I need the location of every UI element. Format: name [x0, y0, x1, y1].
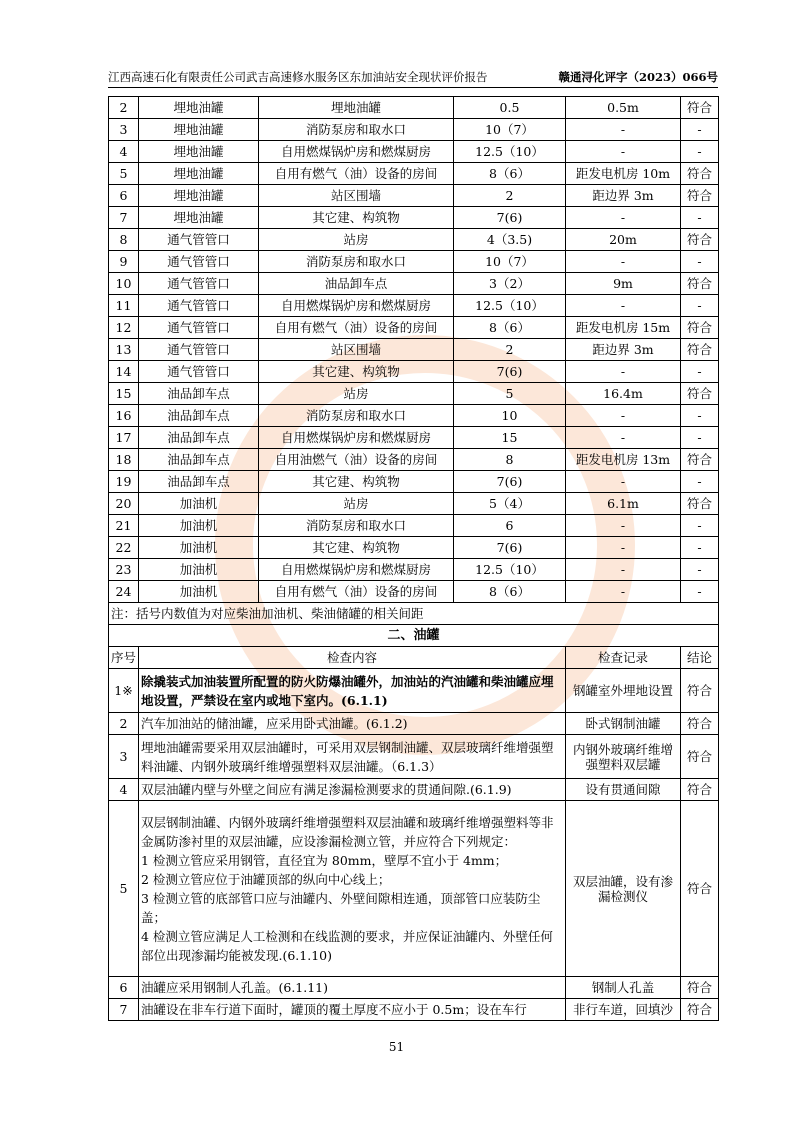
item-b: 自用燃煤锅炉房和燃煤厨房	[259, 427, 454, 449]
item-a: 油品卸车点	[139, 405, 259, 427]
check-content-line: 4 检测立管应满足人工检测和在线监测的要求，并应保证油罐内、外壁任何部位出现渗漏均能被发现.(6.1.10)	[141, 928, 553, 963]
check-content: 汽车加油站的储油罐，应采用卧式油罐。(6.1.2)	[139, 713, 566, 735]
actual-distance: -	[566, 515, 681, 537]
check-number: 4	[109, 779, 139, 801]
row-number: 10	[109, 273, 139, 295]
check-result: 符合	[681, 713, 719, 735]
table-row	[109, 251, 719, 273]
check-content	[139, 801, 566, 977]
item-b: 消防泵房和取水口	[259, 119, 454, 141]
result: -	[681, 207, 719, 229]
row-number: 11	[109, 295, 139, 317]
item-a: 加油机	[139, 537, 259, 559]
result: 符合	[681, 383, 719, 405]
item-a: 加油机	[139, 581, 259, 603]
actual-distance: 距发电机房 13m	[566, 449, 681, 471]
item-a: 埋地油罐	[139, 207, 259, 229]
actual-distance: 20m	[566, 229, 681, 251]
actual-distance: 9m	[566, 273, 681, 295]
check-result: 符合	[681, 977, 719, 999]
result: -	[681, 361, 719, 383]
standard-distance: 7(6)	[454, 537, 566, 559]
standard-distance: 15	[454, 427, 566, 449]
row-number: 21	[109, 515, 139, 537]
standard-distance: 3（2）	[454, 273, 566, 295]
item-a: 油品卸车点	[139, 427, 259, 449]
check-number: 6	[109, 977, 139, 999]
result: 符合	[681, 317, 719, 339]
check-number: 5	[109, 801, 139, 977]
row-number: 6	[109, 185, 139, 207]
result: -	[681, 559, 719, 581]
row-number: 17	[109, 427, 139, 449]
table-row	[109, 119, 719, 141]
result: 符合	[681, 185, 719, 207]
check-number: 2	[109, 713, 139, 735]
check-number: 3	[109, 735, 139, 779]
row-number: 8	[109, 229, 139, 251]
item-b: 其它建、构筑物	[259, 361, 454, 383]
standard-distance: 4（3.5)	[454, 229, 566, 251]
item-a: 埋地油罐	[139, 97, 259, 119]
standard-distance: 10（7）	[454, 119, 566, 141]
row-number: 16	[109, 405, 139, 427]
standard-distance: 8（6）	[454, 581, 566, 603]
actual-distance: -	[566, 581, 681, 603]
check-result: 符合	[681, 999, 719, 1021]
actual-distance: -	[566, 427, 681, 449]
result: -	[681, 141, 719, 163]
check-rows	[109, 669, 719, 1021]
item-a: 通气管管口	[139, 229, 259, 251]
table-row	[109, 97, 719, 119]
table-row	[109, 317, 719, 339]
standard-distance: 12.5（10）	[454, 141, 566, 163]
row-number: 12	[109, 317, 139, 339]
table-row	[109, 537, 719, 559]
check-record: 设有贯通间隙	[566, 779, 681, 801]
item-b: 站区围墙	[259, 185, 454, 207]
table-row	[109, 515, 719, 537]
table-row	[109, 185, 719, 207]
row-number: 9	[109, 251, 139, 273]
page-header	[108, 69, 718, 88]
actual-distance: 16.4m	[566, 383, 681, 405]
item-b: 站房	[259, 229, 454, 251]
standard-distance: 5（4）	[454, 493, 566, 515]
item-a: 油品卸车点	[139, 383, 259, 405]
item-a: 埋地油罐	[139, 185, 259, 207]
table-row	[109, 295, 719, 317]
col-header-result: 结论	[681, 647, 719, 669]
standard-distance: 2	[454, 185, 566, 207]
item-a: 埋地油罐	[139, 141, 259, 163]
result: -	[681, 427, 719, 449]
row-number: 18	[109, 449, 139, 471]
actual-distance: -	[566, 207, 681, 229]
item-a: 埋地油罐	[139, 163, 259, 185]
result: 符合	[681, 339, 719, 361]
item-a: 加油机	[139, 515, 259, 537]
row-number: 13	[109, 339, 139, 361]
actual-distance: 6.1m	[566, 493, 681, 515]
actual-distance: 0.5m	[566, 97, 681, 119]
table-row	[109, 801, 719, 977]
table-row	[109, 229, 719, 251]
item-b: 自用燃煤锅炉房和燃煤厨房	[259, 295, 454, 317]
table-row	[109, 273, 719, 295]
row-number: 4	[109, 141, 139, 163]
actual-distance: -	[566, 295, 681, 317]
actual-distance: -	[566, 119, 681, 141]
row-number: 3	[109, 119, 139, 141]
table-row	[109, 581, 719, 603]
item-b: 站区围墙	[259, 339, 454, 361]
check-record: 钢罐室外埋地设置	[566, 669, 681, 713]
distance-rows	[109, 97, 719, 603]
check-record: 双层油罐，设有渗漏检测仪	[566, 801, 681, 977]
check-record: 非行车道，回填沙	[566, 999, 681, 1021]
table-row	[109, 405, 719, 427]
row-number: 20	[109, 493, 139, 515]
check-number: 1※	[109, 669, 139, 713]
item-a: 通气管管口	[139, 273, 259, 295]
table-row	[109, 471, 719, 493]
item-a: 加油机	[139, 493, 259, 515]
result: 符合	[681, 97, 719, 119]
actual-distance: 距边界 3m	[566, 339, 681, 361]
result: 符合	[681, 273, 719, 295]
result: 符合	[681, 493, 719, 515]
standard-distance: 6	[454, 515, 566, 537]
check-record: 钢制人孔盖	[566, 977, 681, 999]
table-row	[109, 207, 719, 229]
item-a: 埋地油罐	[139, 119, 259, 141]
standard-distance: 7(6)	[454, 207, 566, 229]
col-header-content: 检查内容	[139, 647, 566, 669]
item-a: 通气管管口	[139, 317, 259, 339]
item-a: 通气管管口	[139, 361, 259, 383]
check-content: 油罐应采用钢制人孔盖。(6.1.11)	[139, 977, 566, 999]
page-number: 51	[388, 1040, 405, 1054]
item-a: 通气管管口	[139, 251, 259, 273]
check-content-line: 3 检测立管的底部管口应与油罐内、外壁间隙相连通，顶部管口应装防尘盖；	[141, 890, 541, 925]
row-number: 7	[109, 207, 139, 229]
check-record: 内钢外玻璃纤维增强塑料双层罐	[566, 735, 681, 779]
standard-distance: 12.5（10）	[454, 295, 566, 317]
standard-distance: 10（7）	[454, 251, 566, 273]
item-b: 自用油燃气（油）设备的房间	[259, 449, 454, 471]
row-number: 2	[109, 97, 139, 119]
table-row	[109, 141, 719, 163]
actual-distance: -	[566, 537, 681, 559]
result: -	[681, 119, 719, 141]
check-content-line: 1 检测立管应采用钢管，直径宜为 80mm，壁厚不宜小于 4mm；	[141, 852, 508, 868]
actual-distance: 距边界 3m	[566, 185, 681, 207]
row-number: 14	[109, 361, 139, 383]
col-header-record: 检查记录	[566, 647, 681, 669]
check-record: 卧式钢制油罐	[566, 713, 681, 735]
item-b: 自用有燃气（油）设备的房间	[259, 581, 454, 603]
item-a: 油品卸车点	[139, 449, 259, 471]
standard-distance: 7(6)	[454, 471, 566, 493]
result: -	[681, 405, 719, 427]
table-row	[109, 427, 719, 449]
row-number: 22	[109, 537, 139, 559]
item-b: 自用燃煤锅炉房和燃煤厨房	[259, 141, 454, 163]
result: -	[681, 251, 719, 273]
header-title: 江西高速石化有限责任公司武吉高速修水服务区东加油站安全现状评价报告	[108, 70, 488, 84]
check-content-line: 双层钢制油罐、内钢外玻璃纤维增强塑料双层油罐和玻璃纤维增强塑料等非金属防渗衬里的双层油罐，应设渗漏检测立管，并应符合下列规定：	[141, 814, 554, 849]
result: -	[681, 581, 719, 603]
table-row	[109, 493, 719, 515]
check-result: 符合	[681, 779, 719, 801]
actual-distance: -	[566, 141, 681, 163]
actual-distance: 距发电机房 15m	[566, 317, 681, 339]
standard-distance: 7(6)	[454, 361, 566, 383]
actual-distance: -	[566, 471, 681, 493]
item-b: 自用有燃气（油）设备的房间	[259, 317, 454, 339]
table-row	[109, 339, 719, 361]
actual-distance: -	[566, 559, 681, 581]
item-a: 通气管管口	[139, 295, 259, 317]
check-content-line: 2 检测立管应位于油罐顶部的纵向中心线上；	[141, 871, 391, 887]
check-content: 双层油罐内壁与外壁之间应有满足渗漏检测要求的贯通间隙.(6.1.9)	[139, 779, 566, 801]
row-number: 5	[109, 163, 139, 185]
item-b: 站房	[259, 493, 454, 515]
item-b: 自用有燃气（油）设备的房间	[259, 163, 454, 185]
header-report-number: 赣通浔化评字（2023）066号	[558, 70, 718, 84]
table-row	[109, 999, 719, 1021]
table-row	[109, 383, 719, 405]
result: -	[681, 515, 719, 537]
table-row	[109, 559, 719, 581]
standard-distance: 0.5	[454, 97, 566, 119]
table-row	[109, 779, 719, 801]
item-b: 自用燃煤锅炉房和燃煤厨房	[259, 559, 454, 581]
table-row	[109, 449, 719, 471]
item-b: 消防泵房和取水口	[259, 405, 454, 427]
result: -	[681, 537, 719, 559]
table-row	[109, 977, 719, 999]
item-b: 其它建、构筑物	[259, 471, 454, 493]
standard-distance: 10	[454, 405, 566, 427]
check-number: 7	[109, 999, 139, 1021]
check-result: 符合	[681, 669, 719, 713]
col-header-no: 序号	[109, 647, 139, 669]
item-a: 加油机	[139, 559, 259, 581]
check-content: 埋地油罐需要采用双层油罐时，可采用双层钢制油罐、双层玻璃纤维增强塑料油罐、内钢外玻璃纤维增强塑料双层油罐。（6.1.3）	[139, 735, 566, 779]
item-b: 消防泵房和取水口	[259, 251, 454, 273]
result: 符合	[681, 229, 719, 251]
result: 符合	[681, 449, 719, 471]
table-row	[109, 735, 719, 779]
standard-distance: 5	[454, 383, 566, 405]
evaluation-table	[108, 96, 719, 1021]
table-row	[109, 163, 719, 185]
result: -	[681, 295, 719, 317]
item-b: 埋地油罐	[259, 97, 454, 119]
row-number: 23	[109, 559, 139, 581]
check-content: 除撬装式加油装置所配置的防火防爆油罐外，加油站的汽油罐和柴油罐应埋地设置，严禁设在室内或地下室内。(6.1.1)	[139, 669, 566, 713]
actual-distance: -	[566, 251, 681, 273]
actual-distance: -	[566, 405, 681, 427]
standard-distance: 8（6）	[454, 163, 566, 185]
check-result: 符合	[681, 735, 719, 779]
row-number: 19	[109, 471, 139, 493]
result: -	[681, 471, 719, 493]
row-number: 24	[109, 581, 139, 603]
item-b: 其它建、构筑物	[259, 207, 454, 229]
row-number: 15	[109, 383, 139, 405]
table-row	[109, 713, 719, 735]
item-b: 消防泵房和取水口	[259, 515, 454, 537]
table-row	[109, 361, 719, 383]
check-result: 符合	[681, 801, 719, 977]
standard-distance: 2	[454, 339, 566, 361]
item-a: 通气管管口	[139, 339, 259, 361]
table-note: 注：括号内数值为对应柴油加油机、柴油储罐的相关间距	[109, 603, 719, 625]
actual-distance: -	[566, 361, 681, 383]
table-row	[109, 669, 719, 713]
standard-distance: 12.5（10）	[454, 559, 566, 581]
item-b: 油品卸车点	[259, 273, 454, 295]
standard-distance: 8	[454, 449, 566, 471]
actual-distance: 距发电机房 10m	[566, 163, 681, 185]
check-content: 油罐设在非车行道下面时，罐顶的覆土厚度不应小于 0.5m；设在车行	[139, 999, 566, 1021]
standard-distance: 8（6）	[454, 317, 566, 339]
item-a: 油品卸车点	[139, 471, 259, 493]
item-b: 站房	[259, 383, 454, 405]
section-title: 二、油罐	[109, 625, 719, 647]
item-b: 其它建、构筑物	[259, 537, 454, 559]
result: 符合	[681, 163, 719, 185]
